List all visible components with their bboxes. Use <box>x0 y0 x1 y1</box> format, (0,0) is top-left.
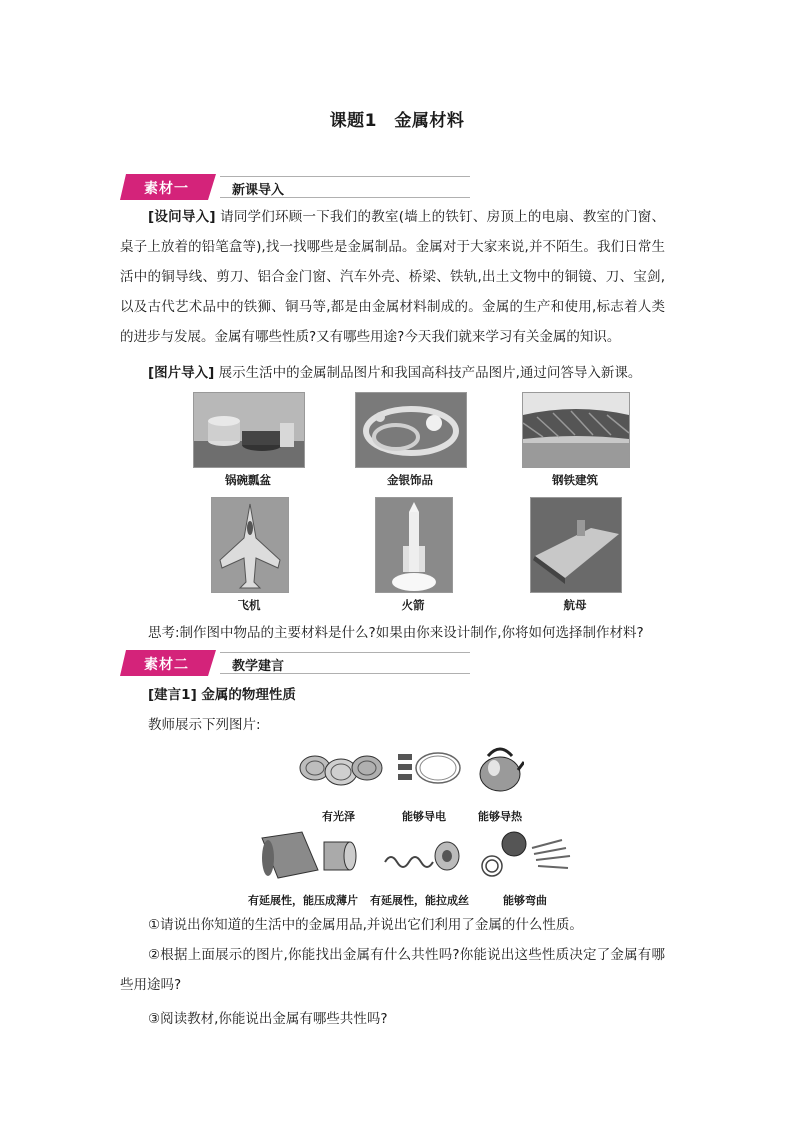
section-tag-2 <box>120 650 216 676</box>
page-title: 课题1 金属材料 <box>329 111 465 131</box>
paragraph-question-intro <box>120 202 665 352</box>
divider <box>220 652 470 653</box>
drawn-wire-illustration <box>383 832 463 878</box>
teacher-intro: 教师展示下列图片: <box>148 717 261 733</box>
caption-cookware: 锅碗瓢盆 <box>225 473 271 487</box>
suggestion-heading <box>120 680 665 710</box>
cookware-photo <box>193 392 305 468</box>
question-1: ①请说出你知道的生活中的金属用品,并说出它们利用了金属的什么性质。 <box>148 917 583 933</box>
caption-bendable: 能够弯曲 <box>503 894 547 907</box>
aircraft-carrier-photo <box>530 497 622 593</box>
paragraph-text: 展示生活中的金属制品图片和我国高科技产品图片,通过问答导入新课。 <box>214 365 642 381</box>
question-2: ②根据上面展示的图片,你能找出金属有什么共性吗?你能说出这些性质决定了金属有哪些用途吗? <box>120 947 665 993</box>
section-tag-label-1: 素材一 <box>144 181 189 197</box>
question-3: ③阅读教材,你能说出金属有哪些共性吗? <box>148 1011 388 1027</box>
jewelry-photo <box>355 392 467 468</box>
section-tag-1 <box>120 174 216 200</box>
caption-heat-conduction: 能够导热 <box>478 810 522 823</box>
think-question: 思考:制作图中物品的主要材料是什么?如果由你来设计制作,你将如何选择制作材料? <box>148 625 644 641</box>
aircraft-photo <box>211 497 289 593</box>
foil-illustration <box>258 830 358 880</box>
section-header-2 <box>120 650 470 676</box>
caption-steel-building: 钢铁建筑 <box>552 473 598 487</box>
section-title-2: 教学建言 <box>232 659 285 674</box>
section-tag-label-2: 素材二 <box>144 657 189 673</box>
caption-malleability: 有延展性，能压成薄片 <box>248 894 358 907</box>
suggestion-title: 金属的物理性质 <box>196 687 296 703</box>
wire-illustration <box>396 748 464 790</box>
bendable-metal-illustration <box>478 826 576 880</box>
caption-rocket: 火箭 <box>401 598 425 612</box>
paragraph-text: 请同学们环顾一下我们的教室(墙上的铁钉、房顶上的电扇、教室的门窗、桌子上放着的铅笔盒等),找一找哪些是金属制品。金属对于大家来说,并不陌生。我们日常生活中的铜导线、剪刀、铝合金门窗、汽车外壳、桥梁、铁轨,出土文物中的铜镜、刀、宝剑,以及古代艺术品中的铁狮、铜马等,都是由金属材料制成的。金属的生产和使用,标志着人类的进步与发展。金属有哪些性质?又有哪些用途?今天我们就来学习有关金属的知识。 <box>120 209 666 345</box>
caption-conductivity: 能够导电 <box>402 810 446 823</box>
kettle-illustration <box>476 740 524 794</box>
caption-ductility: 有延展性，能拉成丝 <box>370 894 469 907</box>
rocket-photo <box>375 497 453 593</box>
steel-building-photo <box>522 392 630 468</box>
paragraph-picture-intro <box>120 358 665 388</box>
divider <box>220 176 470 177</box>
suggestion-lead: [建言1] <box>148 687 197 703</box>
caption-jewelry: 金银饰品 <box>387 473 433 487</box>
paragraph-lead: [图片导入] <box>148 365 215 381</box>
caption-aircraft: 飞机 <box>237 598 261 612</box>
caption-luster: 有光泽 <box>322 810 355 823</box>
paragraph-lead: [设问导入] <box>148 209 216 225</box>
section-header-1 <box>120 174 470 200</box>
coins-illustration <box>297 748 385 790</box>
section-title-1: 新课导入 <box>232 183 285 198</box>
caption-aircraft-carrier: 航母 <box>563 598 587 612</box>
